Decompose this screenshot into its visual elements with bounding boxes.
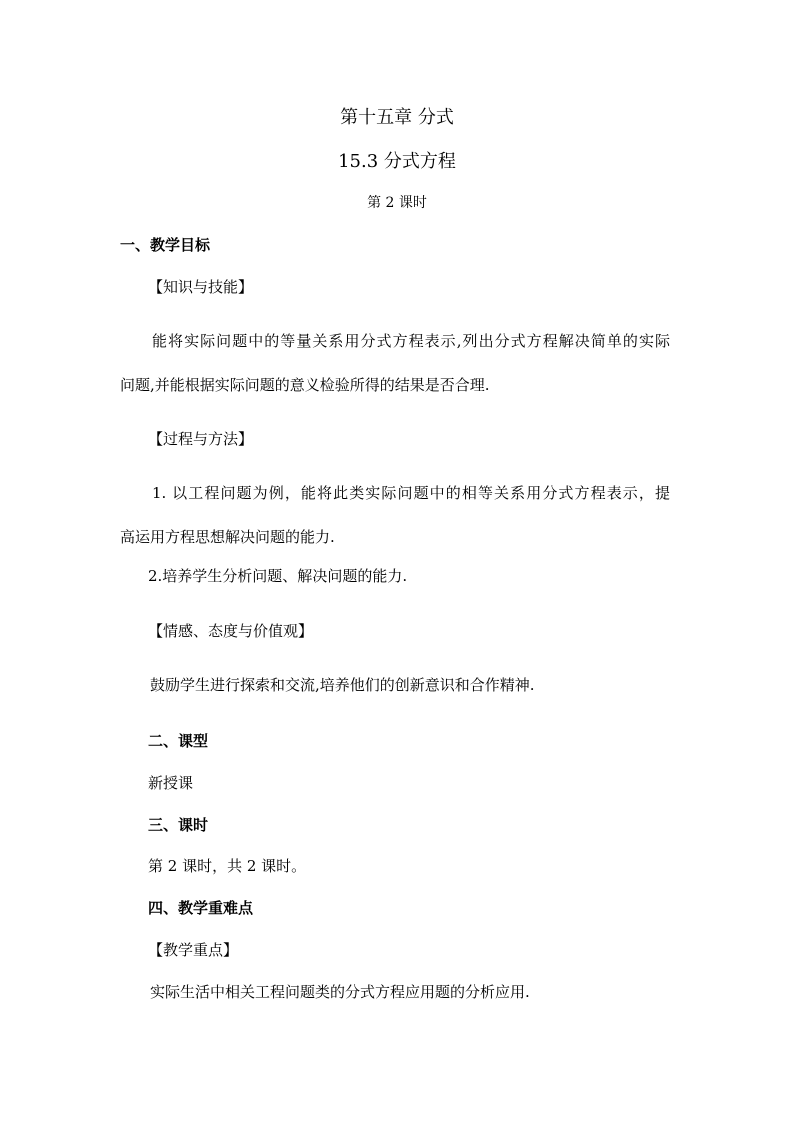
process-item-1-line-2: 高运用方程思想解决问题的能力.: [120, 528, 335, 546]
heading-emotion-attitude-values: 【情感、态度与价值观】: [148, 622, 314, 640]
class-hours-text: 第 2 课时，共 2 课时。: [148, 857, 307, 875]
knowledge-text-line-1: 能将实际问题中的等量关系用分式方程表示,列出分式方程解决简单的实际: [152, 332, 670, 350]
section-title: 15.3 分式方程: [338, 151, 456, 172]
heading-class-hours: 三、课时: [148, 816, 209, 834]
process-item-2: 2.培养学生分析问题、解决问题的能力.: [148, 567, 408, 585]
heading-teaching-focus: 【教学重点】: [148, 941, 239, 959]
heading-key-difficult-points: 四、教学重难点: [148, 899, 254, 917]
teaching-focus-text: 实际生活中相关工程问题类的分式方程应用题的分析应用.: [150, 983, 530, 1001]
emotion-text: 鼓励学生进行探索和交流,培养他们的创新意识和合作精神.: [150, 676, 535, 694]
heading-lesson-type: 二、课型: [148, 732, 209, 750]
heading-process-methods: 【过程与方法】: [148, 430, 254, 448]
knowledge-text-line-2: 问题,并能根据实际问题的意义检验所得的结果是否合理.: [120, 376, 490, 394]
process-item-1-line-1: 1. 以工程问题为例，能将此类实际问题中的相等关系用分式方程表示，提: [152, 484, 670, 502]
lesson-label: 第 2 课时: [367, 195, 427, 211]
heading-knowledge-skills: 【知识与技能】: [148, 278, 254, 296]
lesson-type-text: 新授课: [148, 774, 194, 792]
chapter-title: 第十五章 分式: [340, 107, 454, 128]
heading-teaching-goals: 一、教学目标: [120, 236, 211, 254]
